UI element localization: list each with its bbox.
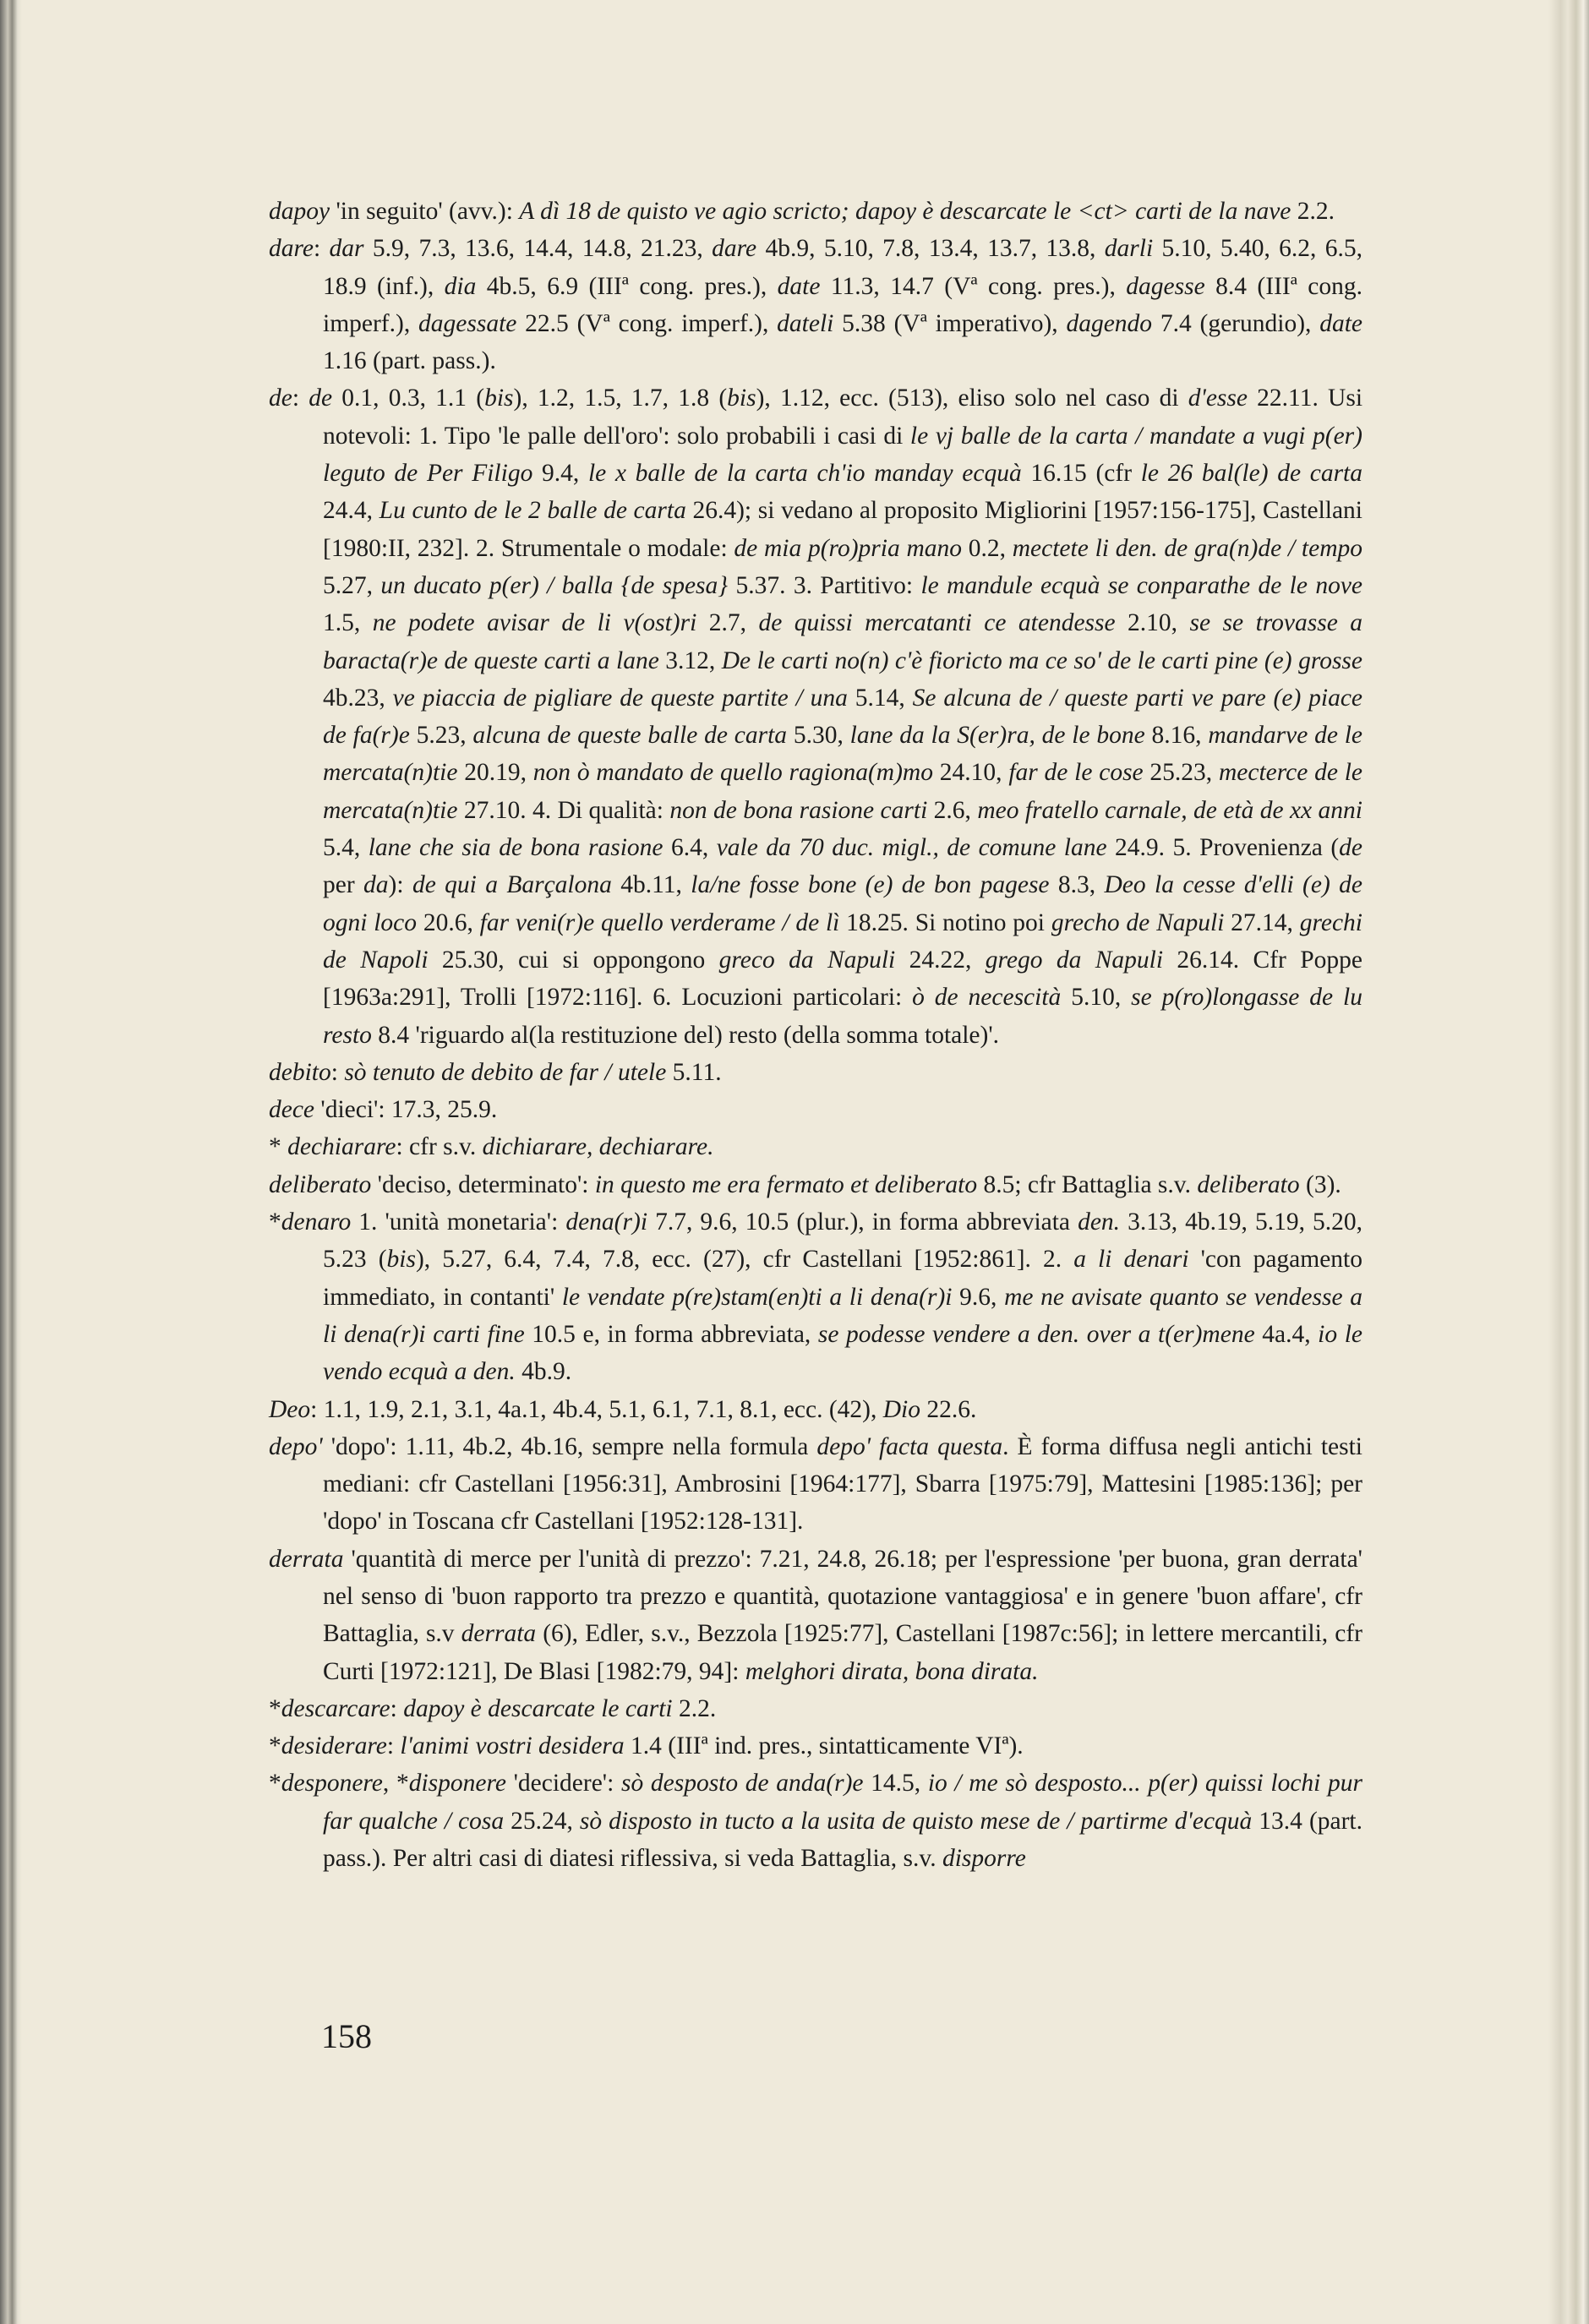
sense-number: 2 [1043, 1246, 1056, 1274]
italic-text: ve piaccia de pigliare de queste partite / una [392, 684, 848, 712]
italic-text: dare [269, 235, 314, 263]
italic-text: denaro [281, 1208, 352, 1236]
italic-text: dagendo [1066, 309, 1153, 337]
roman-text: 5.14, [847, 684, 913, 712]
italic-text: le x balle de la carta ch'io manday ecquà [587, 460, 1022, 488]
italic-text: dichiarare, dechiarare. [482, 1133, 714, 1161]
roman-text: . [1055, 1246, 1074, 1274]
roman-text: . Strumentale o modale: [488, 534, 734, 562]
italic-text: date [777, 272, 821, 300]
roman-text: 2.7, [696, 609, 759, 637]
italic-text: grechi de Napoli [323, 908, 1363, 974]
italic-text: melghori dirata, bona dirata. [745, 1657, 1039, 1685]
italic-text: me ne avisate quanto se vendesse a li dena(r)i carti fine [323, 1283, 1363, 1348]
roman-text: 2.2. [1291, 198, 1335, 225]
roman-text: 18.25. Si notino poi [839, 908, 1051, 936]
roman-text: (3). [1299, 1170, 1341, 1198]
italic-text: deliberato [269, 1170, 372, 1198]
roman-text: . Partitivo: [805, 571, 921, 599]
italic-text: derrata [461, 1620, 537, 1648]
italic-text: dagesse [1126, 272, 1205, 300]
italic-text: descarcare [281, 1694, 390, 1722]
roman-text: 8.16, [1144, 722, 1209, 750]
glossary-entry [269, 1166, 1362, 1203]
italic-text: de [1339, 834, 1363, 862]
italic-text: un ducato p(er) / balla {de spesa} [380, 571, 729, 599]
roman-text: 3.12, [658, 646, 722, 674]
roman-text: ), 1.2, 1.5, 1.7, 1.8 ( [513, 385, 728, 412]
roman-text: ), 5.27, 6.4, 7.4, 7.8, ecc. (27), cfr Castellani [1952:861]. [415, 1246, 1043, 1274]
italic-text: da [363, 871, 389, 899]
italic-text: Deo [269, 1395, 311, 1423]
roman-text: 9.6, [952, 1283, 1005, 1311]
roman-text: 'con pagamento immediato, in contanti' [323, 1246, 1362, 1311]
roman-text: : [386, 1732, 401, 1760]
roman-text: 10.5 e, in forma abbreviata, [524, 1320, 818, 1348]
roman-text: 8.4 'riguardo al(la restituzione del) resto (della somma totale)'. [371, 1021, 1000, 1049]
roman-text: 4b.23, [323, 684, 393, 712]
roman-text: 13.4 (part. pass.). Per altri casi di diatesi riflessiva, si veda Battaglia, s.v. [323, 1807, 1362, 1873]
italic-text: le 26 bal(le) de carta [1140, 460, 1362, 488]
roman-text: (6), Edler, s.v., Bezzola [1925:77], Castellani [1987c:56]; in lettere mercantili, cfr Curti [1972:121], De Blasi [1982:79, 94]: [323, 1620, 1362, 1685]
italic-text: far veni(r)e quello verderame / de lì [479, 908, 840, 936]
italic-text: lane che sia de bona rasione [368, 834, 663, 862]
roman-text: 4b.5, 6.9 (IIIª cong. pres.), [476, 272, 778, 300]
italic-text: A dì 18 de quisto ve agio scricto; dapoy è descarcate le <ct> carti de la nave [519, 198, 1291, 225]
italic-text: Se alcuna de / queste parti ve pare (e) piace de fa(r)e [323, 684, 1363, 750]
roman-text: 25.24, [504, 1807, 580, 1835]
italic-text: se p(ro)longasse de lu resto [323, 984, 1362, 1049]
roman-text: 6.4, [663, 834, 717, 862]
glossary-entry [269, 1091, 1362, 1128]
italic-text: depo' [269, 1432, 323, 1460]
roman-text: : cfr s.v. [396, 1133, 483, 1161]
glossary-entry [269, 1203, 1362, 1390]
italic-text: mecterce de le mercata(n)tie [323, 759, 1363, 824]
roman-text: 26.14. Cfr Poppe [1963a:291], Trolli [1972:116]. [323, 946, 1362, 1012]
italic-text: dece [269, 1096, 315, 1124]
italic-text: dare [712, 235, 757, 263]
roman-text: . Di qualità: [544, 796, 670, 824]
italic-text: se podesse vendere a den. over a t(er)mene [817, 1320, 1255, 1348]
italic-text: bis [484, 385, 514, 412]
italic-text: De le carti no(n) c'è fioricto ma ce so' de le carti pine (e) grosse [721, 646, 1363, 674]
roman-text: 7.7, 9.6, 10.5 (plur.), in forma abbreviata [647, 1208, 1078, 1236]
italic-text: in questo me era fermato et deliberato [594, 1170, 978, 1198]
italic-text: ne podete avisar de li v(ost)ri [372, 609, 697, 637]
italic-text: le vj balle de la carta / mandate a vugi p(er) leguto de Per Filigo [323, 422, 1362, 488]
italic-text: l'animi vostri desidera [400, 1732, 625, 1760]
roman-text: 4b.9, 5.10, 7.8, 13.4, 13.7, 13.8, [756, 235, 1105, 263]
roman-text: 22.6. [920, 1395, 977, 1423]
italic-text: greco da Napuli [718, 946, 896, 974]
roman-text: * [269, 1732, 281, 1760]
italic-text: deliberato [1197, 1170, 1300, 1198]
glossary-entry [269, 1391, 1362, 1428]
italic-text: darli [1104, 235, 1154, 263]
roman-text: 20.19, [457, 759, 533, 787]
roman-text: 24.4, [323, 497, 380, 525]
italic-text: non ò mandato de quello ragiona(m)mo [532, 759, 933, 787]
glossary-entry [269, 1428, 1362, 1541]
roman-text: 4b.11, [611, 871, 691, 899]
roman-text: * [269, 1770, 281, 1798]
roman-text: 'in seguito' (avv.): [330, 198, 520, 225]
roman-text: . Locuzioni particolari: [665, 984, 913, 1012]
italic-text: de mia p(ro)pria mano [734, 534, 962, 562]
italic-text: a li denari [1073, 1246, 1189, 1274]
italic-text: de qui a Barçalona [412, 871, 612, 899]
roman-text: 22.11. Usi notevoli: [323, 385, 1363, 450]
italic-text: sò desposto de anda(r)e [620, 1770, 864, 1798]
roman-text: 5.9, 7.3, 13.6, 14.4, 14.8, 21.23, [363, 235, 713, 263]
roman-text: 4b.9. [515, 1358, 572, 1386]
sense-number: 1 [358, 1208, 372, 1236]
roman-text: . Tipo 'le palle dell'oro': solo probabili i casi di [431, 422, 910, 450]
italic-text: sò tenuto de debito de far / utele [344, 1058, 667, 1086]
roman-text: * [269, 1694, 281, 1722]
roman-text: 22.5 (Vª cong. imperf.), [516, 309, 778, 337]
roman-text: 25.23, [1143, 759, 1219, 787]
italic-text: desiderare [281, 1732, 387, 1760]
roman-text: 5.10, 5.40, 6.2, 6.5, 18.9 (inf.), [323, 235, 1363, 300]
italic-text: dapoy è descarcate le carti [403, 1694, 673, 1722]
italic-text: mectete li den. de gra(n)de / tempo [1012, 534, 1362, 562]
roman-text: 3.13, 4b.19, 5.19, 5.20, 5.23 ( [323, 1208, 1363, 1274]
glossary-entry [269, 193, 1362, 230]
roman-text: 11.3, 14.7 (Vª cong. pres.), [820, 272, 1127, 300]
italic-text: Lu cunto de le 2 balle de carta [379, 497, 686, 525]
italic-text: Deo la cesse d'elli (e) de ogni loco [323, 871, 1362, 936]
roman-text: 26.4); si vedano al proposito Migliorini [1957:156-175], Castellani [1980:II, 232]. [323, 497, 1363, 562]
roman-text: 27.14, [1224, 908, 1300, 936]
italic-text: dechiarare [287, 1133, 396, 1161]
roman-text: 1.4 (IIIª ind. pres., sintatticamente VIª). [624, 1732, 1024, 1760]
roman-text: 0.1, 0.3, 1.1 ( [332, 385, 485, 412]
roman-text: 24.9. [1106, 834, 1173, 862]
roman-text: ), 1.12, ecc. (513), eliso solo nel caso di [756, 385, 1188, 412]
roman-text: 2.2. [672, 1694, 717, 1722]
sense-number: 3 [793, 571, 806, 599]
sense-number: 4 [532, 796, 545, 824]
italic-text: bis [727, 385, 756, 412]
italic-text: de quissi mercatanti ce atendesse [758, 609, 1116, 637]
italic-text: date [1319, 309, 1362, 337]
roman-text: 'quantità di merce per l'unità di prezzo': 7.21, 24.8, 26.18; per l'espressione 'per buona, gran derrata' nel senso di 'buon rapporto tra prezzo e quantità, quotazione vantaggiosa' e in genere 'buon affare', cfr Battaglia, s.v [323, 1545, 1362, 1648]
roman-text: ): [388, 871, 412, 899]
sense-number: 6 [653, 984, 666, 1012]
italic-text: disporre [942, 1845, 1026, 1873]
roman-text: 24.22, [895, 946, 986, 974]
italic-text: de [269, 385, 292, 412]
italic-text: dapoy [269, 198, 330, 225]
roman-text: * [269, 1133, 288, 1161]
italic-text: sò disposto in tucto a la usita de quisto mese de / partirme d'ecquà [579, 1807, 1253, 1835]
roman-text: 5.37. [728, 571, 794, 599]
italic-text: non de bona rasione carti [669, 796, 928, 824]
italic-text: debito [269, 1058, 331, 1086]
italic-text: Dio [882, 1395, 920, 1423]
roman-text: per [323, 871, 364, 899]
italic-text: dagessate [418, 309, 517, 337]
roman-text: . Provenienza ( [1185, 834, 1340, 862]
glossary-text [269, 193, 1362, 1877]
roman-text: 2.6, [927, 796, 978, 824]
glossary-entry [269, 1054, 1362, 1091]
roman-text: 'deciso, determinato': [371, 1170, 595, 1198]
roman-text: * [269, 1208, 281, 1236]
roman-text: 16.15 (cfr [1021, 460, 1141, 488]
italic-text: grego da Napuli [985, 946, 1164, 974]
italic-text: alcuna de queste balle de carta [472, 722, 788, 750]
roman-text: 8.3, [1049, 871, 1105, 899]
italic-text: desponere [281, 1770, 383, 1798]
roman-text: . 'unità monetaria': [371, 1208, 566, 1236]
roman-text: 'decidere': [505, 1770, 621, 1798]
sense-number: 2 [475, 534, 489, 562]
italic-text: bis [386, 1246, 416, 1274]
italic-text: de [309, 385, 333, 412]
roman-text: 5.4, [323, 834, 369, 862]
roman-text: 1.5, [323, 609, 373, 637]
italic-text: disponere [408, 1770, 506, 1798]
italic-text: meo fratello carnale, de età de xx anni [977, 796, 1363, 824]
glossary-entry [269, 1690, 1362, 1727]
glossary-entry [269, 230, 1362, 379]
roman-text: 1.16 (part. pass.). [323, 347, 496, 375]
roman-text: : [330, 1058, 345, 1086]
roman-text: 4a.4, [1254, 1320, 1319, 1348]
italic-text: dateli [777, 309, 834, 337]
sense-number: 1 [418, 422, 432, 450]
roman-text: 9.4, [532, 460, 588, 488]
glossary-entry [269, 379, 1362, 1053]
roman-text: 0.2, [962, 534, 1013, 562]
italic-text: derrata [269, 1545, 344, 1573]
roman-text: 5.27, [323, 571, 381, 599]
glossary-entry [269, 1541, 1362, 1690]
glossary-entry [269, 1765, 1362, 1877]
italic-text: grecho de Napuli [1051, 908, 1225, 936]
roman-text: 8.5; cfr Battaglia s.v. [977, 1170, 1198, 1198]
roman-text: 5.30, [787, 722, 850, 750]
italic-text: mandarve de le mercata(n)tie [323, 722, 1363, 787]
italic-text: d'esse [1188, 385, 1248, 412]
roman-text: 7.4 (gerundio), [1152, 309, 1320, 337]
italic-text: lane da la S(er)ra, de le bone [849, 722, 1145, 750]
italic-text: vale da 70 duc. migl., de comune lane [716, 834, 1107, 862]
roman-text [351, 1208, 358, 1236]
italic-text: den. [1078, 1208, 1121, 1236]
roman-text: 'dieci': 17.3, 25.9. [314, 1096, 498, 1124]
roman-text: 20.6, [417, 908, 480, 936]
roman-text: 14.5, [863, 1770, 928, 1798]
page-edges [1548, 0, 1589, 2324]
italic-text: le vendate p(re)stam(en)ti a li dena(r)i [561, 1283, 953, 1311]
italic-text: se se trovasse a baracta(r)e de queste carti a lane [323, 609, 1363, 674]
roman-text: 5.10, [1061, 984, 1132, 1012]
book-binding [0, 0, 22, 2324]
roman-text: : [313, 235, 330, 263]
italic-text: dar [329, 235, 364, 263]
roman-text: 25.30, cui si oppongono [428, 946, 719, 974]
roman-text: 5.23, [409, 722, 473, 750]
roman-text: . È forma diffusa negli antichi testi mediani: cfr Castellani [1956:31], Ambrosini [1964:177], Sbarra [1975:79], Mattesini [1985:136]; per 'dopo' in Toscana cfr Castellani [1952:128-131]. [323, 1432, 1362, 1536]
roman-text: 2.10, [1115, 609, 1190, 637]
italic-text: le mandule ecquà se conparathe de le nove [920, 571, 1363, 599]
italic-text: ò de necescità [912, 984, 1062, 1012]
italic-text: far de le cose [1008, 759, 1144, 787]
roman-text: 'dopo': 1.11, 4b.2, 4b.16, sempre nella formula [322, 1432, 817, 1460]
italic-text: depo' facta questa [816, 1432, 1003, 1460]
roman-text: , * [382, 1770, 409, 1798]
italic-text: dena(r)i [565, 1208, 648, 1236]
roman-text: : [390, 1694, 404, 1722]
roman-text: 8.4 (IIIª cong. imperf.), [323, 272, 1362, 337]
roman-text: : [292, 385, 309, 412]
roman-text: 5.38 (Vª imperativo), [833, 309, 1067, 337]
italic-text: la/ne fosse bone (e) de bon pagese [691, 871, 1050, 899]
roman-text: 24.10, [932, 759, 1009, 787]
sense-number: 5 [1172, 834, 1186, 862]
roman-text: 5.11. [666, 1058, 722, 1086]
italic-text: dia [444, 272, 477, 300]
italic-text: io / me sò desposto... p(er) quissi lochi pur far qualche / cosa [323, 1770, 1362, 1835]
glossary-entry [269, 1128, 1362, 1165]
roman-text: 27.10. [457, 796, 533, 824]
italic-text: io le vendo ecquà a den. [323, 1320, 1362, 1386]
glossary-entry [269, 1727, 1362, 1765]
roman-text: : 1.1, 1.9, 2.1, 3.1, 4a.1, 4b.4, 5.1, 6.1, 7.1, 8.1, ecc. (42), [310, 1395, 883, 1423]
page-number: 158 [321, 2017, 372, 2055]
